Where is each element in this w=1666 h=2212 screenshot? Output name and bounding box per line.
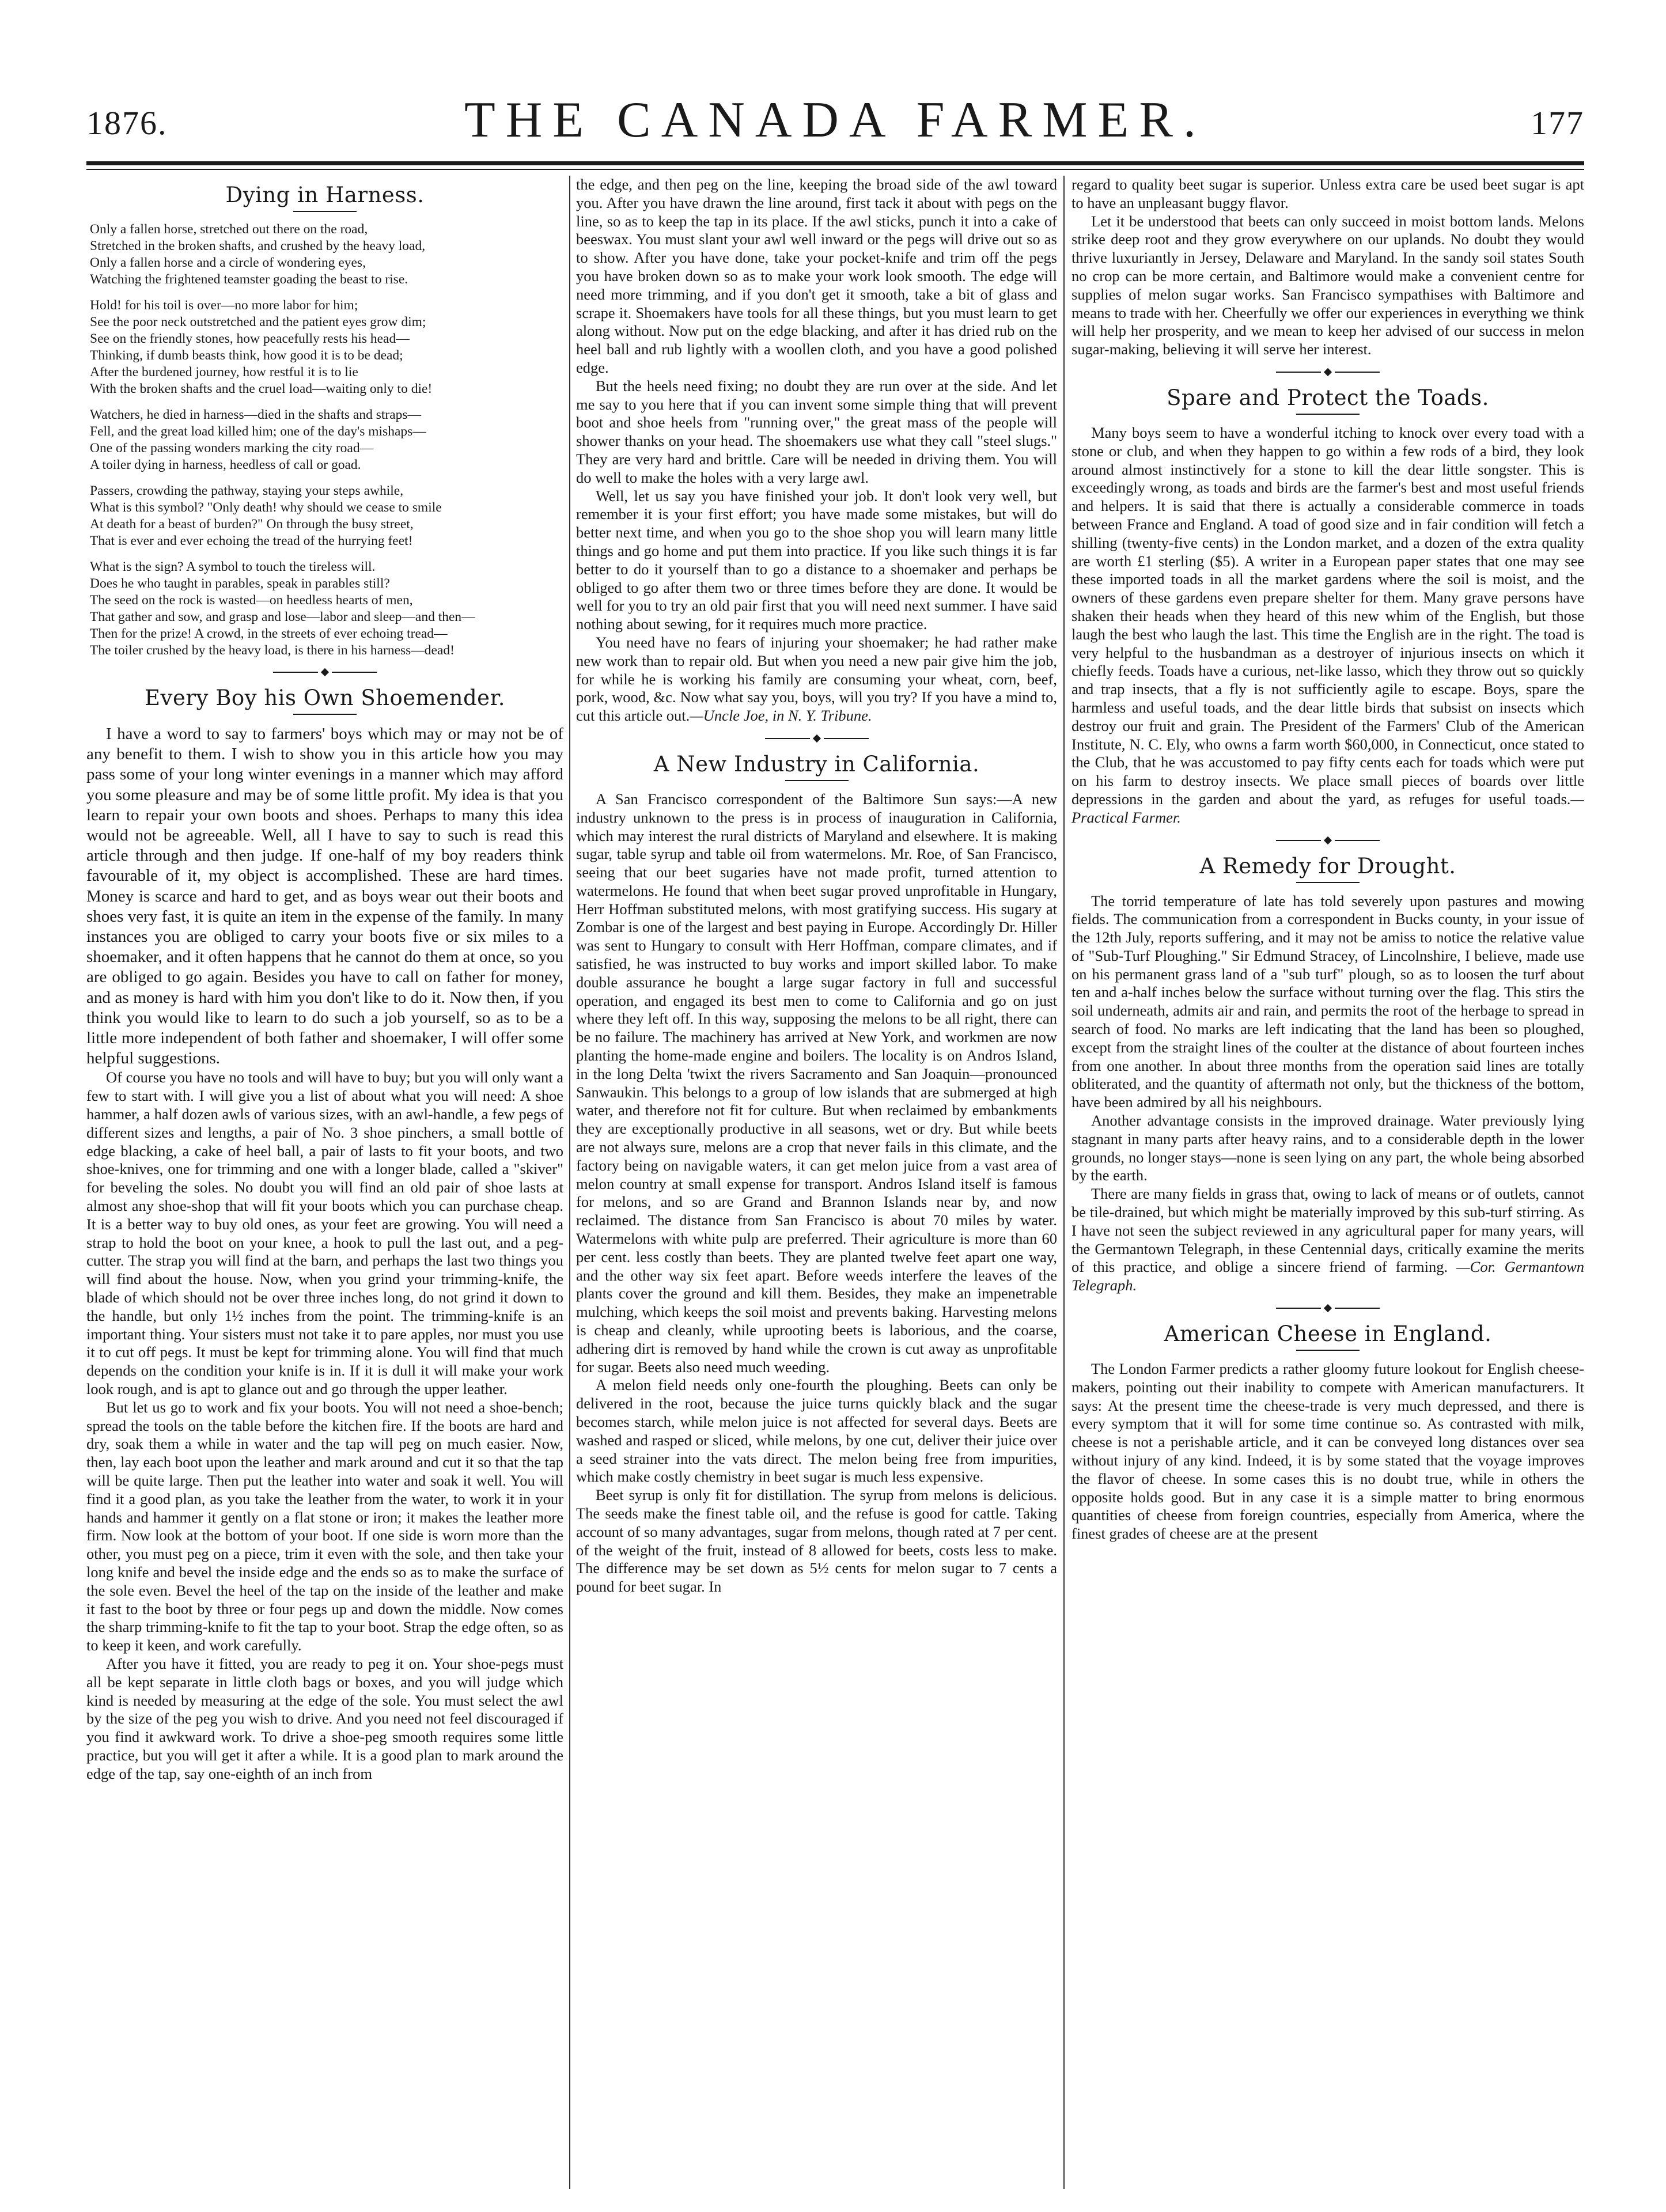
article-paragraph: regard to quality beet sugar is superior. Unless extra care be used beet sugar is apt to have an unpleasant buggy flavor. [1071, 176, 1584, 211]
newspaper-title: THE CANADA FARMER. [464, 92, 1206, 148]
article-paragraph: But let us go to work and fix your boots. You will not need a shoe-bench; spread the tools on the table before the kitchen fire. If the boots are hard and dry, soak them a while in water and the tap will peg on much easier. Now, then, lay each boot upon the leather and mark around and cut it so that the tap will be quite large. Then put the leather into water and soak it well. You will find it a good plan, as you take the leather from the water, to work it in your hands and hammer it gently on a flat stone or iron; it makes the leather more firm. Now look at the bottom of your boot. If one side is worn more than the other, you must peg on a piece, trim it even with the sole, and then take your long knife and bevel the inside edge and the ends so as to make the surface of the sole even. Bevel the heel of the tap on the inside of the leather and make it fast to the boot by three or four pegs up and down the middle. Now comes the sharp trimming-knife to fit the tap to your boot. Strap the edge often, so as to keep it keen, and work carefully. [86, 1398, 563, 1654]
article-paragraph: But the heels need fixing; no doubt they are run over at the side. And let me say to you here that if you can invent some simple thing that will prevent boot and shoe heels from "running over," the great mass of the people will shower thanks on your head. The shoemakers use what they call "steel slugs." They are very hard and brittle. Care will be needed in driving them. You will do well to make the holes with a very large awl. [576, 377, 1057, 486]
article-text: Many boys seem to have a wonderful itching to knock over every toad with a stone or club, and when they happen to go within a few rods of a bird, they look around almost instinctively for a stone to kill the dear little songster. This is exceedingly wrong, as toads and birds are the farmer's best and most useful friends and helpers. It is said that there is actually a considerable commerce in toads between France and England. A toad of good size and in fair condition will fetch a shilling (twenty-five cents) in the London market, and a dozen of the extra quality are worth £1 sterling ($5). A writer in a European paper states that one may see these imported toads in all the market gardens where the soil is moist, and the owners of these gardens even prepare shelter for them. Many grave persons have shaken their heads when they heard of this new whim of the English, but those laugh the best who laugh the last. This time the English are in the right. The toad is very helpful to the husbandman as a destroyer of injurious insects on which it chiefly feeds. Toads have a curious, net-like lasso, which they throw out so quickly and trap insects, that a fly is not sufficiently agile to escape. Boys, spare the harmless and useful toads, and the dear little birds that subsist on insects which destroy our fruit and grain. The President of the Farmers' Club of the American Institute, N. C. Ely, who owns a farm worth $60,000, in Connecticut, once stated to the Club, that he was accustomed to pay fifty cents each for toads which were put on his farm to destroy insects. We place small pieces of boards over little depressions in the garden and about the yard, as refuges for useful toads. [1071, 423, 1584, 808]
article-paragraph [1071, 1185, 1584, 1295]
article-headline: Every Boy his Own Shoemender. [145, 685, 505, 710]
headline-rule [785, 780, 849, 781]
article-paragraph: Another advantage consists in the improved drainage. Water previously lying stagnant in many parts after heavy rains, and to a considerable depth in the lower grounds, no longer stays—none is seen lying on any part, the whole being absorbed by the earth. [1071, 1112, 1584, 1184]
article-headline: A Remedy for Drought. [1199, 853, 1456, 878]
poem-line: Then for the prize! A crowd, in the streets of ever echoing tread— [90, 626, 448, 641]
poem-line: Watchers, he died in harness—died in the shafts and straps— [90, 407, 422, 422]
poem-line: Hold! for his toil is over—no more labor for him; [90, 298, 358, 313]
headline-rule [293, 211, 357, 212]
masthead [86, 86, 1584, 156]
page-number: 177 [1531, 104, 1584, 142]
poem-line: Stretched in the broken shafts, and crushed by the heavy load, [90, 238, 426, 253]
section-separator [1071, 1305, 1584, 1311]
poem-line: Thinking, if dumb beasts think, how good it is to be dead; [90, 348, 403, 363]
article-paragraph [1071, 424, 1584, 827]
headline-rule [1296, 882, 1360, 883]
poem-line: Only a fallen horse, stretched out there on the road, [90, 222, 368, 237]
poem-line: Only a fallen horse and a circle of wondering eyes, [90, 255, 366, 270]
article-text: There are many fields in grass that, owing to lack of means or of outlets, cannot be tile-drained, but which might be materially improved by this sub-turf stirring. As I have not seen the subject reviewed in any agricultural paper for many years, will the Germantown Telegraph, in these Centennial days, critically examine the merits of this practice, and oblige a sincere friend of farming. [1071, 1185, 1584, 1276]
article-paragraph [576, 634, 1057, 725]
poem-stanza [90, 221, 563, 288]
poem-line: What is this symbol? "Only death! why should we cease to smile [90, 500, 442, 515]
poem-line: A toiler dying in harness, heedless of call or goad. [90, 457, 361, 472]
article-paragraph: the edge, and then peg on the line, keeping the broad side of the awl toward you. After you have drawn the line around, first tack it about with pegs on the line, so as to keep the tap in its place. If the awl sticks, punch it into a cake of beeswax. You must slant your awl well inward or the pegs will drive out so as to show. After you have done, take your pocket-knife and trim off the pegs you have broken down so as to make your work look smooth. The edge will need more trimming, and if you don't get it smooth, take a bit of glass and scrape it. Shoemakers have tools for all these things, but you must learn to get along without. Now put on the edge blacking, and after it has dried rub on the heel ball and rub lightly with a woollen cloth, and you have a good polished edge. [576, 176, 1057, 376]
issue-year: 1876. [86, 104, 168, 142]
column-1 [86, 176, 563, 2192]
column-divider [569, 176, 570, 2189]
column-3 [1071, 176, 1584, 2192]
section-separator [1071, 369, 1584, 375]
headline-rule [1296, 414, 1360, 415]
article-text: You need have no fears of injuring your shoemaker; he had rather make new work than to repair old. But when you need a new pair give him the job, for while he is working his family are consuming your wheat, corn, beef, pork, wood, &c. Now what say you, boys, will you try? If you have a mind to, cut this article out. [576, 633, 1057, 725]
masthead-rule-thick [86, 161, 1584, 165]
article-paragraph: Beet syrup is only fit for distillation. The syrup from melons is delicious. The seeds make the finest table oil, and the refuse is good for cattle. Taking account of so many advantages, sugar from melons, though rated at 7 per cent. of the weight of the fruit, instead of 8 allowed for beets, costs less to make. The difference may be set down as 5½ cents for melon sugar to 7 cents a pound for beet sugar. In [576, 1486, 1057, 1596]
section-separator [1071, 838, 1584, 843]
masthead-rule-thin [86, 169, 1584, 170]
poem-line: See the poor neck outstretched and the patient eyes grow dim; [90, 315, 426, 329]
poem-line: One of the passing wonders marking the city road— [90, 441, 374, 456]
column-divider [1063, 176, 1065, 2189]
poem-line: Does he who taught in parables, speak in parables still? [90, 576, 390, 591]
poem-line: Watching the frightened teamster goading the beast to rise. [90, 272, 408, 287]
article-signature: —Cor. Germantown Telegraph. [1071, 1258, 1584, 1294]
article-paragraph: A San Francisco correspondent of the Baltimore Sun says:—A new industry unknown to the press is in process of inauguration in California, which may interest the rural districts of Maryland and elsewhere. It is making sugar, table syrup and table oil from watermelons. Mr. Roe, of San Francisco, seeing that our beet sugaries have not made profit, turned attention to watermelons. He found that when beet sugar proved unprofitable in Hungary, Herr Hoffman substituted melons, with most gratifying success. His sugary at Zombar is one of the largest and best paying in Europe. Accordingly Dr. Hiller was sent to Hungary to consult with Herr Hoffman, compare climates, and if satisfied, he was instructed to buy works and import skilled labor. To make double assurance he bought a large sugar factory in full and successful operation, and engaged its best men to come to California and go on just where they left off. In this way, supposing the melons to be all right, there can be no failure. The machinery has arrived at New York, and workmen are now planting the home-made engine and boilers. The locality is on Andros Island, in the long Delta 'twixt the rivers Sacramento and San Joaquin—pronounced Sanwaukin. This belongs to a group of low islands that are submerged at high water, and therefore not fit for culture. But when reclaimed by embankments they are exceptionally productive in all seasons, wet or dry. But while beets are not always sure, melons are a crop that never fails in this climate, and the factory being on navigable waters, it can get melon juice from a vast area of melon country at small expense for transport. Andros Island itself is famous for melons, and so are Grand and Brannon Islands near by, and now reclaimed. The distance from San Francisco is about 70 miles by water. Watermelons with white pulp are preferred. Their agriculture is more than 60 per cent. less costly than beets. They are planted twelve feet apart one way, and the other way six feet apart. Before weeds interfere the leaves of the plants cover the ground and kill them. Besides, they make an impenetrable mulching, which keeps the soil moist and prevents baking. Harvesting melons is cheap and cleanly, while uprooting beets is laborious, and the coarse, adhering dirt is removed by hand while the crown is cut away as unprofitable for sugar. Beets also need much weeding. [576, 790, 1057, 1376]
article-signature: —Uncle Joe, in N. Y. Tribune. [690, 707, 872, 725]
article-paragraph: I have a word to say to farmers' boys which may or may not be of any benefit to them. I wish to show you in this article how you may pass some of your long winter evenings in a manner which may afford you some pleasure and may be of some little profit. My idea is that you learn to repair your own boots and shoes. Perhaps to many this idea would not be agreeable. Well, all I have to say to such is read this article through and then judge. If one-half of my boy readers think favourable of it, my object is accomplished. These are hard times. Money is scarce and hard to get, and as boys wear out their boots and shoes very fast, it is quite an item in the expense of the family. In many instances you are obliged to carry your boots five or six miles to a shoemaker, and it often happens that he cannot do them at once, so you are obliged to go again. Besides you have to call on father for money, and as money is hard with him you don't like to do it. Now then, if you think you would like to learn to do such a job yourself, so as to be a little more independent of both father and shoemaker, I will offer some helpful suggestions. [86, 725, 563, 1068]
headline-rule [293, 714, 357, 715]
poem-line: That gather and sow, and grasp and lose—labor and sleep—and then— [90, 609, 475, 624]
poem-line: The seed on the rock is wasted—on heedless hearts of men, [90, 593, 413, 608]
poem [90, 221, 563, 659]
poem-line: That is ever and ever echoing the tread of the hurrying feet! [90, 533, 413, 548]
poem-line: After the burdened journey, how restful it is to lie [90, 365, 358, 380]
poem-stanza [90, 297, 563, 397]
poem-line: At death for a beast of burden?" On through the busy street, [90, 517, 414, 532]
poem-line: Fell, and the great load killed him; one of the day's mishaps— [90, 424, 426, 439]
article-paragraph: A melon field needs only one-fourth the ploughing. Beets can only be delivered in the root, because the juice turns quickly black and the sugar becomes starch, while melon juice is not affected for several days. Beets are washed and rasped or sliced, while melons, by one cut, deliver their juice over a seed strainer into the vats direct. The melon being free from impurities, which make costly chemistry in beet sugar is much less expensive. [576, 1376, 1057, 1486]
article-paragraph: The London Farmer predicts a rather gloomy future lookout for English cheese-makers, pointing out their inability to compete with American manufacturers. It says: At the present time the cheese-trade is very much depressed, and there is every symptom that it will for some time continue so. As contrasted with milk, cheese is not a perishable article, and it can be conveyed long distances over sea without injury of any kind. Indeed, it is by some stated that the voyage improves the flavor of cheese. In some cases this is no doubt true, while in others the opposite holds good. But in any case it is a simple matter to bring enormous quantities of cheese from foreign countries, especially from America, where the finest grades of cheese are at the present [1071, 1360, 1584, 1543]
column-2 [576, 176, 1057, 2192]
article-signature: —Practical Farmer. [1071, 790, 1584, 826]
poem-stanza [90, 559, 563, 659]
section-separator [576, 736, 1057, 741]
article-headline: Spare and Protect the Toads. [1167, 385, 1489, 410]
article-paragraph: Of course you have no tools and will have to buy; but you will only want a few to start with. I will give you a list of about what you will need: A shoe hammer, a half dozen awls of various sizes, with an awl-handle, a few pegs of different sizes and lengths, a pair of No. 3 shoe pinchers, a small bottle of edge blacking, a cake of heel ball, a pair of lasts to fit your boots, and two shoe-knives, one for trimming and one with a longer blade, called a "skiver" for beveling the soles. No doubt you will find an old pair of shoe lasts at almost any shoe-shop that will fit your boots which you can purchase cheap. It is a better way to buy old ones, as your feet are growing. You will need a strap to hold the boot on your knee, a hook to pull the last out, and a peg-cutter. The strap you will find at the barn, and perhaps the last two things you will find about the house. Now, when you grind your trimming-knife, the blade of which should not be over three inches long, do not grind it down to the handle, but only 1½ inches from the point. The trimming-knife is an important thing. Your sisters must not take it to pare apples, nor must you use it to cut off pegs. It must be kept for trimming alone. You will find that much depends on the condition your knife is in. If it is dull it will make your work look rough, and is apt to glance out and go through the upper leather. [86, 1069, 563, 1397]
article-paragraph: Well, let us say you have finished your job. It don't look very well, but remember it is your first effort; you have made some mistakes, but will do better next time, and when you go to the shoe shop you will learn many little things and go home and put them into practice. If you like such things it is far better to do it yourself than to go a distance to a shoemaker and perhaps be obliged to go after them two or three times before they are done. It would be well for you to try an old pair first that you will need next summer. I have said nothing about sewing, for it requires much more practice. [576, 487, 1057, 633]
article-headline: American Cheese in England. [1164, 1321, 1492, 1347]
poem-line: See on the friendly stones, how peacefully rests his head— [90, 331, 410, 346]
poem-line: With the broken shafts and the cruel load—waiting only to die! [90, 381, 433, 396]
article-headline: Dying in Harness. [225, 183, 425, 207]
article-headline: A New Industry in California. [653, 751, 980, 777]
article-paragraph: The torrid temperature of late has told severely upon pastures and mowing fields. The communication from a correspondent in Bucks county, in your issue of the 12th July, reports suffering, and it may not be amiss to notice the relative value of "Sub-Turf Ploughing." Sir Edmund Stracey, of Lincolnshire, I believe, made use on his permanent grass land of a "sub turf" plough, so as to loosen the turf about ten and a-half inches below the surface without turning over the flag. This stirs the soil underneath, admits air and rain, and permits the root of the herbage to spread in search of food. No marks are left indicating that the land has been so ploughed, except from the straight lines of the coulter at the distance of about fourteen inches from one another. In about three months from the operation said lines are totally obliterated, and the quantity of aftermath not only, but the thickness of the bottom, have been admired by all his neighbours. [1071, 892, 1584, 1111]
headline-rule [1296, 1350, 1360, 1351]
poem-stanza [90, 407, 563, 474]
article-paragraph: Let it be understood that beets can only succeed in moist bottom lands. Melons strike deep root and they grow everywhere on our uplands. No doubt they would thrive luxuriantly in Jersey, Delaware and Maryland. In the sandy soil states South no crop can be more certain, and Baltimore would make a convenient centre for supplies of melon sugar works. San Francisco sympathises with Baltimore and means to trade with her. Cheerfully we offer our experiences in everything we think will help her prosperity, and we mean to keep her advised of our success in melon sugar-making, believing it will serve her interest. [1071, 212, 1584, 358]
poem-line: The toiler crushed by the heavy load, is there in his harness—dead! [90, 643, 455, 658]
poem-line: What is the sign? A symbol to touch the tireless will. [90, 559, 376, 574]
poem-line: Passers, crowding the pathway, staying your steps awhile, [90, 483, 404, 498]
poem-stanza [90, 483, 563, 550]
section-separator [86, 669, 563, 675]
article-paragraph: After you have it fitted, you are ready to peg it on. Your shoe-pegs must all be kept separate in little cloth bags or boxes, and you will judge which kind is needed by measuring at the edge of the sole. You must select the awl by the size of the peg you wish to drive. And you need not feel discouraged if you find it awkward work. To drive a shoe-peg smooth requires some little practice, but you will get it after a while. It is a good plan to mark around the edge of the tap, say one-eighth of an inch from [86, 1654, 563, 1782]
